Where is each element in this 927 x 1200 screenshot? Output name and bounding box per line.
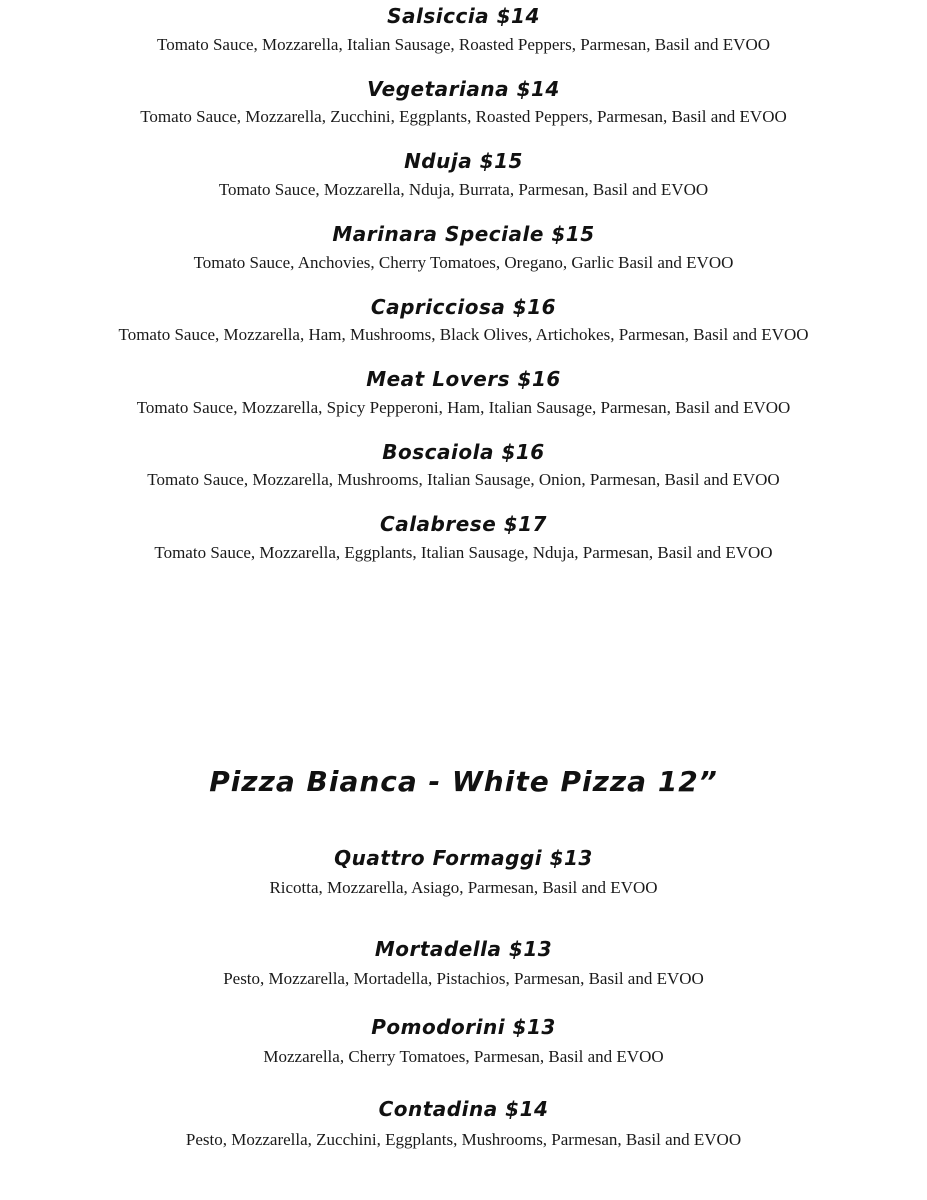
item-name: Calabrese $17	[380, 512, 547, 536]
item-name: Pomodorini $13	[371, 1015, 556, 1039]
item-description: Tomato Sauce, Anchovies, Cherry Tomatoes, Oregano, Garlic Basil and EVOO	[193, 253, 734, 272]
item-description: Ricotta, Mozzarella, Asiago, Parmesan, Basil and EVOO	[269, 878, 658, 897]
item-description: Pesto, Mozzarella, Zucchini, Eggplants, Mushrooms, Parmesan, Basil and EVOO	[185, 1130, 742, 1149]
item-name: Boscaiola $16	[382, 440, 545, 464]
item-description: Tomato Sauce, Mozzarella, Zucchini, Eggplants, Roasted Peppers, Parmesan, Basil and EVOO	[140, 107, 787, 126]
item-name: Meat Lovers $16	[366, 367, 561, 391]
item-name: Salsiccia $14	[387, 4, 540, 28]
item-description: Pesto, Mozzarella, Mortadella, Pistachios, Parmesan, Basil and EVOO	[223, 969, 704, 988]
item-description: Tomato Sauce, Mozzarella, Spicy Pepperoni, Ham, Italian Sausage, Parmesan, Basil and EVOO	[136, 398, 791, 417]
item-description: Tomato Sauce, Mozzarella, Nduja, Burrata, Parmesan, Basil and EVOO	[218, 180, 709, 199]
item-name: Nduja $15	[404, 149, 523, 173]
item-description: Tomato Sauce, Mozzarella, Italian Sausage, Roasted Peppers, Parmesan, Basil and EVOO	[157, 35, 770, 54]
item-name: Marinara Speciale $15	[332, 222, 595, 246]
item-name: Vegetariana $14	[367, 77, 560, 101]
item-description: Mozzarella, Cherry Tomatoes, Parmesan, Basil and EVOO	[263, 1047, 664, 1066]
item-name: Contadina $14	[378, 1097, 549, 1121]
section-title: Pizza Bianca - White Pizza 12”	[209, 765, 718, 798]
item-name: Mortadella $13	[374, 937, 553, 961]
item-description: Tomato Sauce, Mozzarella, Eggplants, Italian Sausage, Nduja, Parmesan, Basil and EVOO	[154, 543, 773, 562]
item-description: Tomato Sauce, Mozzarella, Ham, Mushrooms, Black Olives, Artichokes, Parmesan, Basil and EVOO	[118, 325, 809, 344]
item-description: Tomato Sauce, Mozzarella, Mushrooms, Italian Sausage, Onion, Parmesan, Basil and EVOO	[147, 470, 780, 489]
item-name: Capricciosa $16	[370, 295, 557, 319]
item-name: Quattro Formaggi $13	[334, 846, 593, 870]
